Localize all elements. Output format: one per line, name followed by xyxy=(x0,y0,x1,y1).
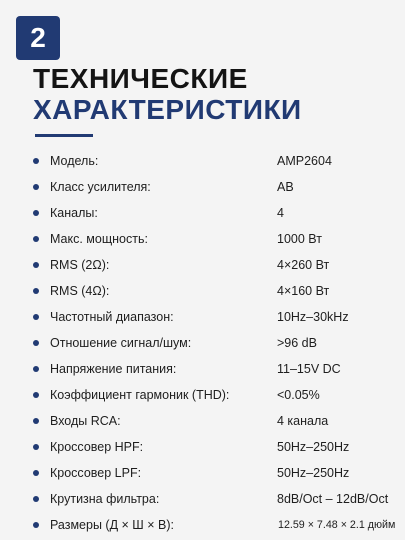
spec-value: 50Hz–250Hz xyxy=(277,440,350,454)
spec-value: 8dB/Oct – 12dB/Oct xyxy=(277,492,389,506)
spec-value: >96 dB xyxy=(277,336,317,350)
spec-value: 4×260 Вт xyxy=(277,258,330,272)
spec-value: 12.59 × 7.48 × 2.1 дюйм xyxy=(278,519,396,531)
bullet-icon xyxy=(33,522,39,528)
spec-value: 10Hz–30kHz xyxy=(277,310,349,324)
section-number: 2 xyxy=(30,22,46,53)
spec-label: Напряжение питания: xyxy=(50,362,177,376)
spec-label: RMS (4Ω): xyxy=(50,284,110,298)
spec-label: Крутизна фильтра: xyxy=(50,492,160,506)
bullet-icon xyxy=(33,210,39,216)
bullet-icon xyxy=(33,158,39,164)
spec-label: Частотный диапазон: xyxy=(50,310,174,324)
spec-row xyxy=(0,229,405,251)
spec-row xyxy=(0,177,405,199)
spec-label: Размеры (Д × Ш × В): xyxy=(50,518,174,532)
spec-row xyxy=(0,515,405,537)
spec-row xyxy=(0,255,405,277)
bullet-icon xyxy=(33,340,39,346)
spec-row xyxy=(0,203,405,225)
spec-value: AB xyxy=(277,180,294,194)
spec-row xyxy=(0,463,405,485)
spec-row xyxy=(0,411,405,433)
spec-label: Каналы: xyxy=(50,206,98,220)
spec-value: 4×160 Вт xyxy=(277,284,330,298)
bullet-icon xyxy=(33,366,39,372)
spec-value: 1000 Вт xyxy=(277,232,322,246)
bullet-icon xyxy=(33,470,39,476)
heading-line-2: ХАРАКТЕРИСТИКИ xyxy=(33,94,302,125)
spec-row xyxy=(0,281,405,303)
spec-row xyxy=(0,489,405,511)
bullet-icon xyxy=(33,444,39,450)
spec-label: Кроссовер LPF: xyxy=(50,466,142,480)
spec-label: RMS (2Ω): xyxy=(50,258,110,272)
spec-row xyxy=(0,437,405,459)
spec-row xyxy=(0,385,405,407)
spec-row xyxy=(0,151,405,173)
spec-value: 4 канала xyxy=(277,414,329,428)
spec-value: 11–15V DC xyxy=(277,362,341,376)
spec-label: Класс усилителя: xyxy=(50,180,151,194)
heading-line-1: ТЕХНИЧЕСКИЕ xyxy=(33,63,248,94)
bullet-icon xyxy=(33,314,39,320)
bullet-icon xyxy=(33,418,39,424)
bullet-icon xyxy=(33,236,39,242)
spec-label: Входы RCA: xyxy=(50,414,121,428)
bullet-icon xyxy=(33,184,39,190)
bullet-icon xyxy=(33,262,39,268)
bullet-icon xyxy=(33,288,39,294)
bullet-icon xyxy=(33,392,39,398)
bullet-icon xyxy=(33,496,39,502)
spec-value: <0.05% xyxy=(277,388,320,402)
spec-label: Кроссовер HPF: xyxy=(50,440,144,454)
spec-value: 4 xyxy=(277,206,284,220)
spec-value: 50Hz–250Hz xyxy=(277,466,350,480)
spec-label: Коэффициент гармоник (THD): xyxy=(50,388,230,402)
spec-label: Отношение сигнал/шум: xyxy=(50,336,192,350)
spec-value: AMP2604 xyxy=(277,154,332,168)
spec-label: Макс. мощность: xyxy=(50,232,148,246)
spec-row xyxy=(0,307,405,329)
spec-label: Модель: xyxy=(50,154,99,168)
spec-row xyxy=(0,359,405,381)
spec-row xyxy=(0,333,405,355)
